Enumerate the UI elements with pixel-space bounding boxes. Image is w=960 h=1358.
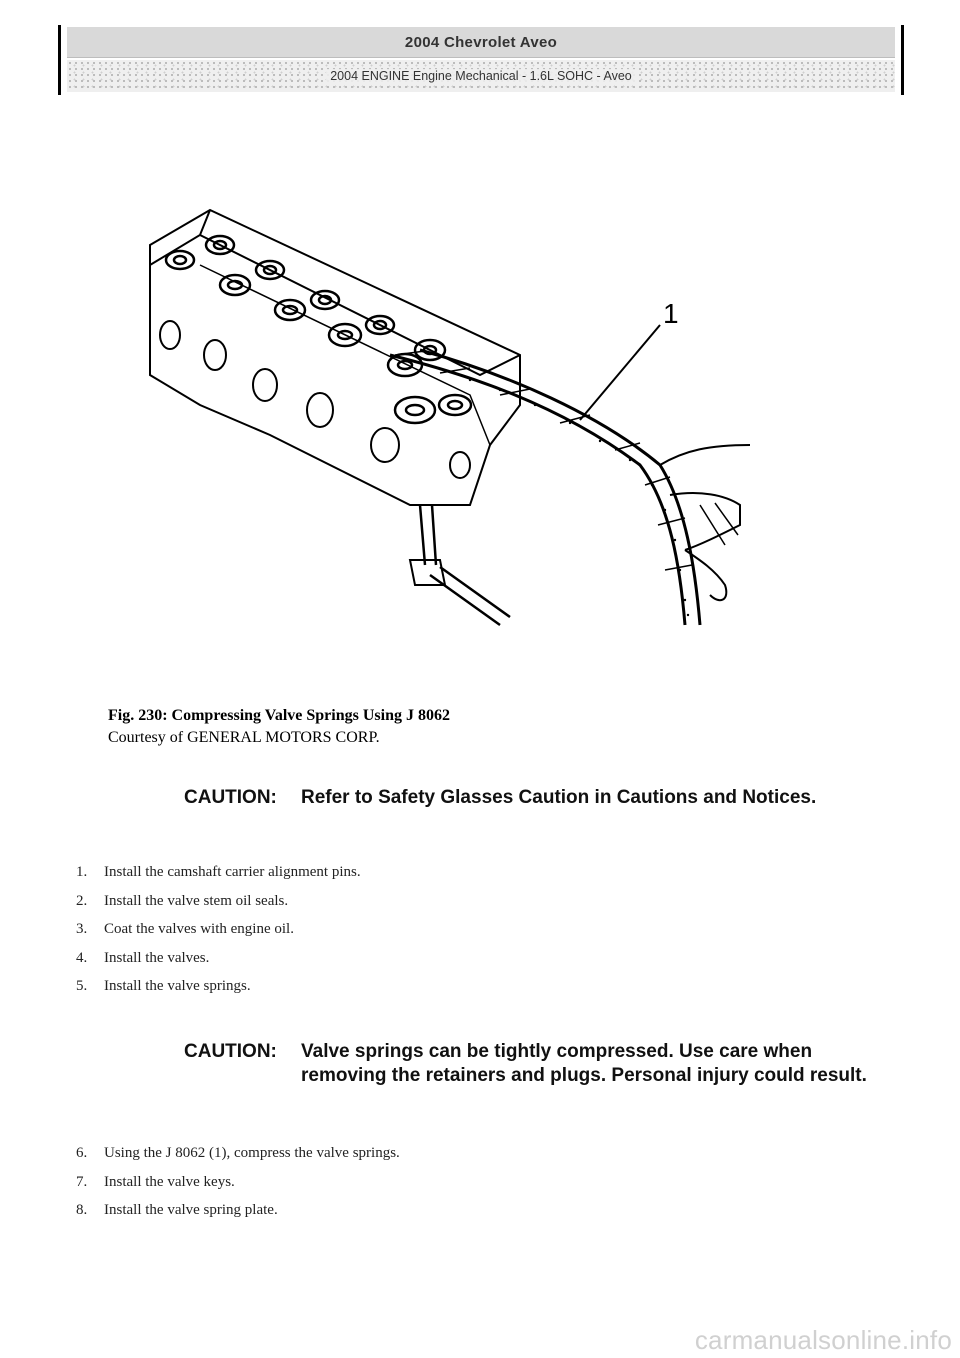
list-item [76, 1174, 400, 1203]
header-title: 2004 Chevrolet Aveo [67, 27, 895, 58]
step-text: Install the camshaft carrier alignment pins. [104, 864, 361, 880]
list-item [76, 921, 361, 950]
step-text: Using the J 8062 (1), compress the valve springs. [104, 1145, 400, 1161]
figure-illustration [140, 205, 780, 645]
step-number: 5. [76, 978, 88, 994]
header-subtitle: 2004 ENGINE Engine Mechanical - 1.6L SOHC - Aveo [326, 69, 636, 83]
step-number: 7. [76, 1173, 88, 1190]
step-number: 6. [76, 1145, 88, 1161]
steps-list-2 [76, 1145, 400, 1231]
caution-label: CAUTION: [184, 787, 277, 808]
step-number: 8. [76, 1202, 88, 1218]
caption-title: Fig. 230: Compressing Valve Springs Using J 8062 [108, 707, 450, 724]
step-text: Coat the valves with engine oil. [104, 921, 294, 937]
list-item [76, 864, 361, 893]
step-number: 1. [76, 864, 88, 880]
step-text: Install the valve spring plate. [104, 1202, 278, 1218]
step-text: Install the valve springs. [104, 978, 251, 994]
list-item [76, 950, 361, 979]
callout-label: 1 [663, 298, 679, 329]
step-text: Install the valves. [104, 949, 210, 966]
page-header [58, 25, 904, 95]
watermark: carmanualsonline.info [694, 1325, 952, 1355]
cylinder-head-illustration [140, 205, 780, 645]
step-number: 4. [76, 949, 88, 966]
list-item [76, 1145, 400, 1174]
steps-list-1 [76, 864, 361, 1007]
step-text: Install the valve keys. [104, 1173, 235, 1190]
step-number: 3. [76, 921, 88, 937]
step-text: Install the valve stem oil seals. [104, 892, 289, 909]
list-item [76, 893, 361, 922]
step-number: 2. [76, 892, 88, 909]
caption-courtesy: Courtesy of GENERAL MOTORS CORP. [108, 729, 380, 746]
figure-caption [108, 705, 450, 749]
header-subtitle-bar [67, 60, 895, 92]
caution-text: Refer to Safety Glasses Caution in Cautions and Notices. [301, 787, 817, 808]
list-item [76, 1202, 400, 1231]
caution-text: Valve springs can be tightly compressed. Use care when removing the retainers and plugs. Personal injury could result. [301, 1041, 867, 1086]
list-item [76, 978, 361, 1007]
caution-label: CAUTION: [184, 1041, 277, 1062]
